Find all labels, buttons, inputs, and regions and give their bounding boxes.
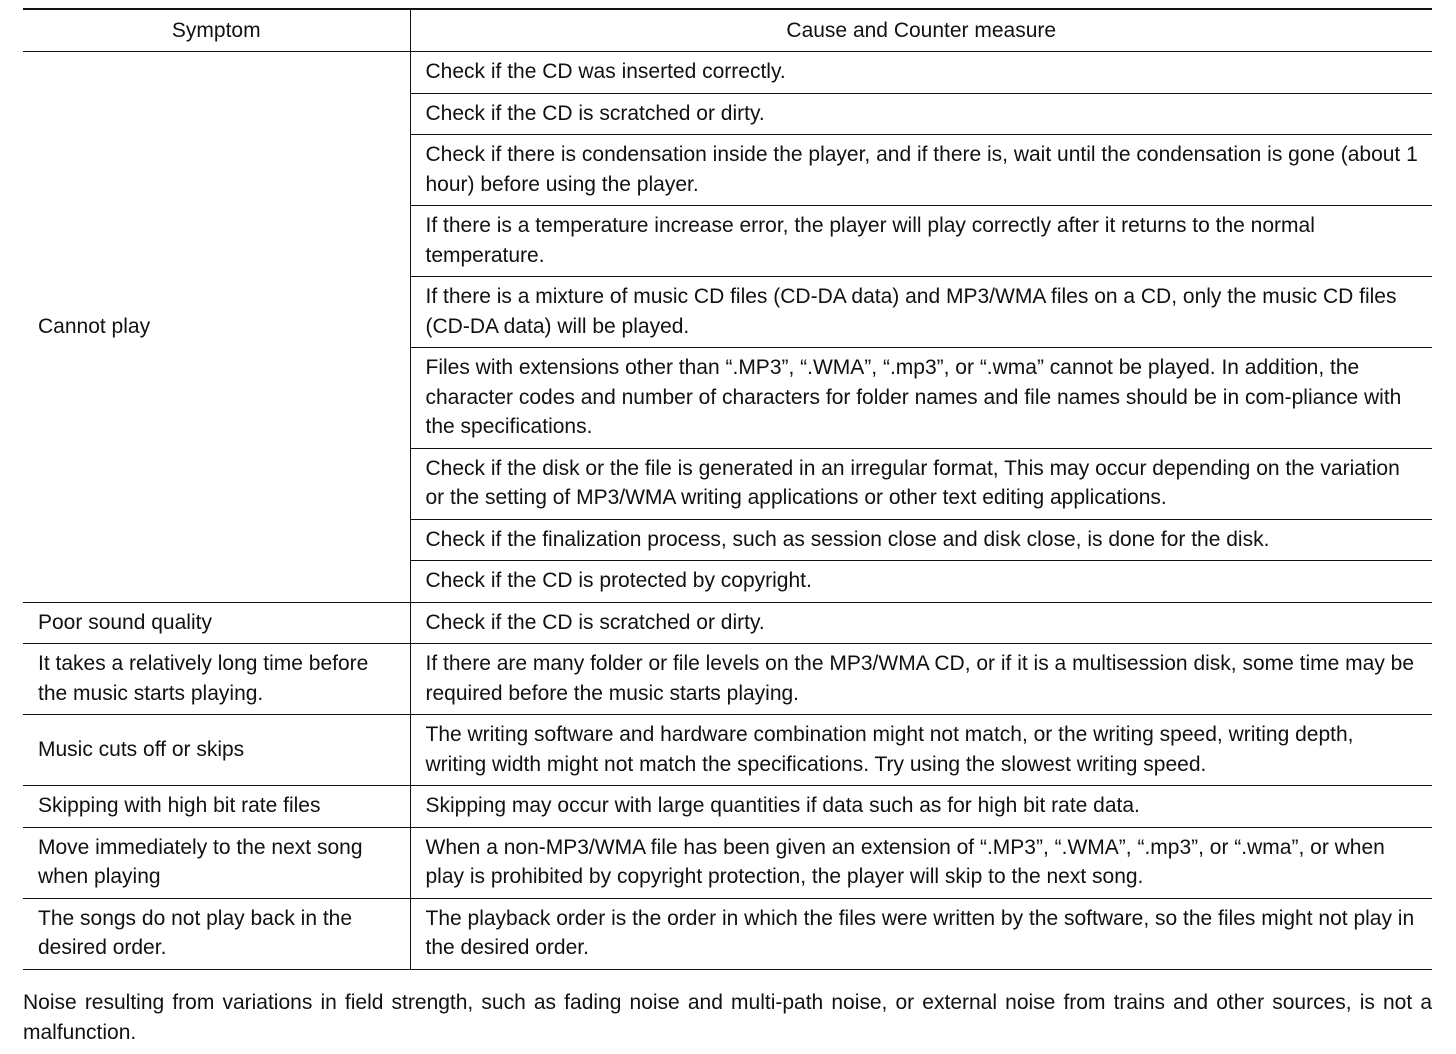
cause-cell: Check if the finalization process, such as session close and disk close, is done for the disk. — [410, 519, 1432, 561]
cause-cell: Check if the disk or the file is generated in an irregular format, This may occur depending on the variation or the setting of MP3/WMA writing applications or other text editing applications. — [410, 448, 1432, 519]
table-header-row — [23, 9, 1432, 52]
symptom-cell: Poor sound quality — [23, 602, 410, 644]
symptom-cell: It takes a relatively long time before the music starts playing. — [23, 644, 410, 715]
troubleshooting-table — [23, 8, 1432, 970]
cause-cell: The playback order is the order in which the files were written by the software, so the files might not play in the desired order. — [410, 898, 1432, 969]
table-row — [23, 52, 1432, 94]
symptom-cell: Music cuts off or skips — [23, 715, 410, 786]
cause-cell: Check if the CD is scratched or dirty. — [410, 93, 1432, 135]
cause-cell: If there are many folder or file levels on the MP3/WMA CD, or if it is a multisession disk, some time may be required before the music starts playing. — [410, 644, 1432, 715]
symptom-cell: The songs do not play back in the desired order. — [23, 898, 410, 969]
table-row — [23, 786, 1432, 828]
table-row — [23, 827, 1432, 898]
table-row — [23, 898, 1432, 969]
cause-cell: Check if the CD is protected by copyright. — [410, 561, 1432, 603]
symptom-cell: Cannot play — [23, 52, 410, 603]
cause-cell: When a non-MP3/WMA file has been given an extension of “.MP3”, “.WMA”, “.mp3”, or “.wma”, or when play is prohibited by copyright protection, the player will skip to the next song. — [410, 827, 1432, 898]
cause-column-header: Cause and Counter measure — [410, 9, 1432, 52]
cause-cell: The writing software and hardware combination might not match, or the writing speed, writing depth, writing width might not match the specifications. Try using the slowest writing speed. — [410, 715, 1432, 786]
footnote: Noise resulting from variations in field strength, such as fading noise and multi-path noise, or external noise from trains and other sources, is not a malfunction. — [23, 991, 1432, 1044]
cause-cell: Skipping may occur with large quantities if data such as for high bit rate data. — [410, 786, 1432, 828]
symptom-column-header: Symptom — [23, 9, 410, 52]
cause-cell: Check if the CD was inserted correctly. — [410, 52, 1432, 94]
table-row — [23, 715, 1432, 786]
cause-cell: If there is a mixture of music CD files (CD-DA data) and MP3/WMA files on a CD, only the music CD files (CD-DA data) will be played. — [410, 277, 1432, 348]
cause-cell: Files with extensions other than “.MP3”, “.WMA”, “.mp3”, or “.wma” cannot be played. In addition, the character codes and number of characters for folder names and file names should be in com-pliance with the specifications. — [410, 348, 1432, 449]
cause-cell: Check if there is condensation inside the player, and if there is, wait until the condensation is gone (about 1 hour) before using the player. — [410, 135, 1432, 206]
cause-cell: If there is a temperature increase error, the player will play correctly after it returns to the normal temperature. — [410, 206, 1432, 277]
cause-cell: Check if the CD is scratched or dirty. — [410, 602, 1432, 644]
table-row — [23, 602, 1432, 644]
symptom-cell: Move immediately to the next song when playing — [23, 827, 410, 898]
symptom-cell: Skipping with high bit rate files — [23, 786, 410, 828]
table-row — [23, 644, 1432, 715]
